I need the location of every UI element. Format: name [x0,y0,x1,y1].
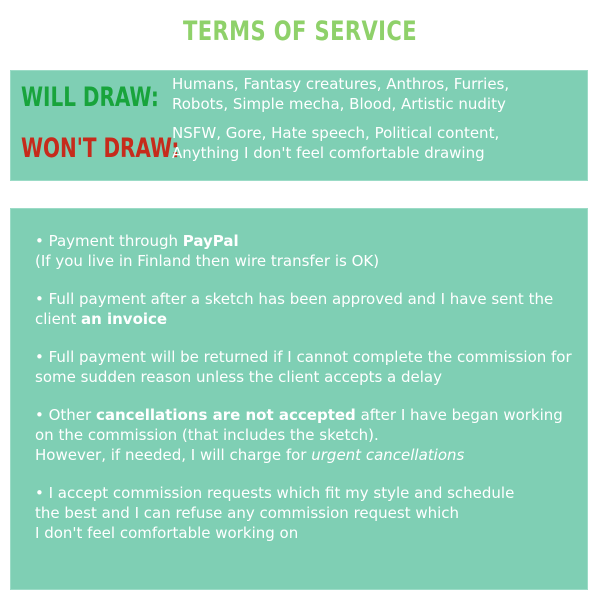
rule-cancellations-italic: urgent cancellations [311,446,465,464]
rule-requests-line2: the best and I can refuse any commission request which [35,504,460,522]
rule-refund-text: • Full payment will be returned if I cannot complete the commission for some sudden reason unless the client accepts a delay [35,348,572,386]
rule-cancellations [35,405,580,465]
rule-payment-bold: PayPal [182,232,239,250]
rule-cancellations-line2: However, if needed, I will charge for [35,446,312,464]
wont-draw-label: WON'T DRAW: [21,133,180,164]
rule-payment-text: • Payment through [35,232,183,250]
rule-full-payment-bold: an invoice [80,310,168,328]
rule-full-payment [35,289,580,329]
rule-requests-line3: I don't feel comfortable working on [35,524,299,542]
rule-full-payment-text: • Full payment after a sketch has been approved and I have sent the client [35,290,554,328]
page-title: TERMS OF SERVICE [182,16,418,47]
draw-policy-panel [10,70,588,181]
rule-cancellations-mid: after I have began working on the commission (that includes the sketch). [35,406,563,444]
rules-list [35,231,580,561]
rule-requests-line1: • I accept commission requests which fit my style and schedule [35,484,515,502]
will-draw-items: Humans, Fantasy creatures, Anthros, Furries, Robots, Simple mecha, Blood, Artistic nudity [172,75,510,113]
rule-refund [35,347,580,387]
rule-cancellations-text: • Other [35,406,96,424]
rule-requests [35,483,580,543]
rule-payment-note: (If you live in Finland then wire transfer is OK) [35,252,380,270]
wont-draw-items: NSFW, Gore, Hate speech, Political content, Anything I don't feel comfortable drawing [172,124,500,162]
will-draw-label: WILL DRAW: [21,82,159,113]
terms-panel [10,208,588,590]
rule-payment [35,231,580,271]
rule-cancellations-bold: cancellations are not accepted [95,406,356,424]
